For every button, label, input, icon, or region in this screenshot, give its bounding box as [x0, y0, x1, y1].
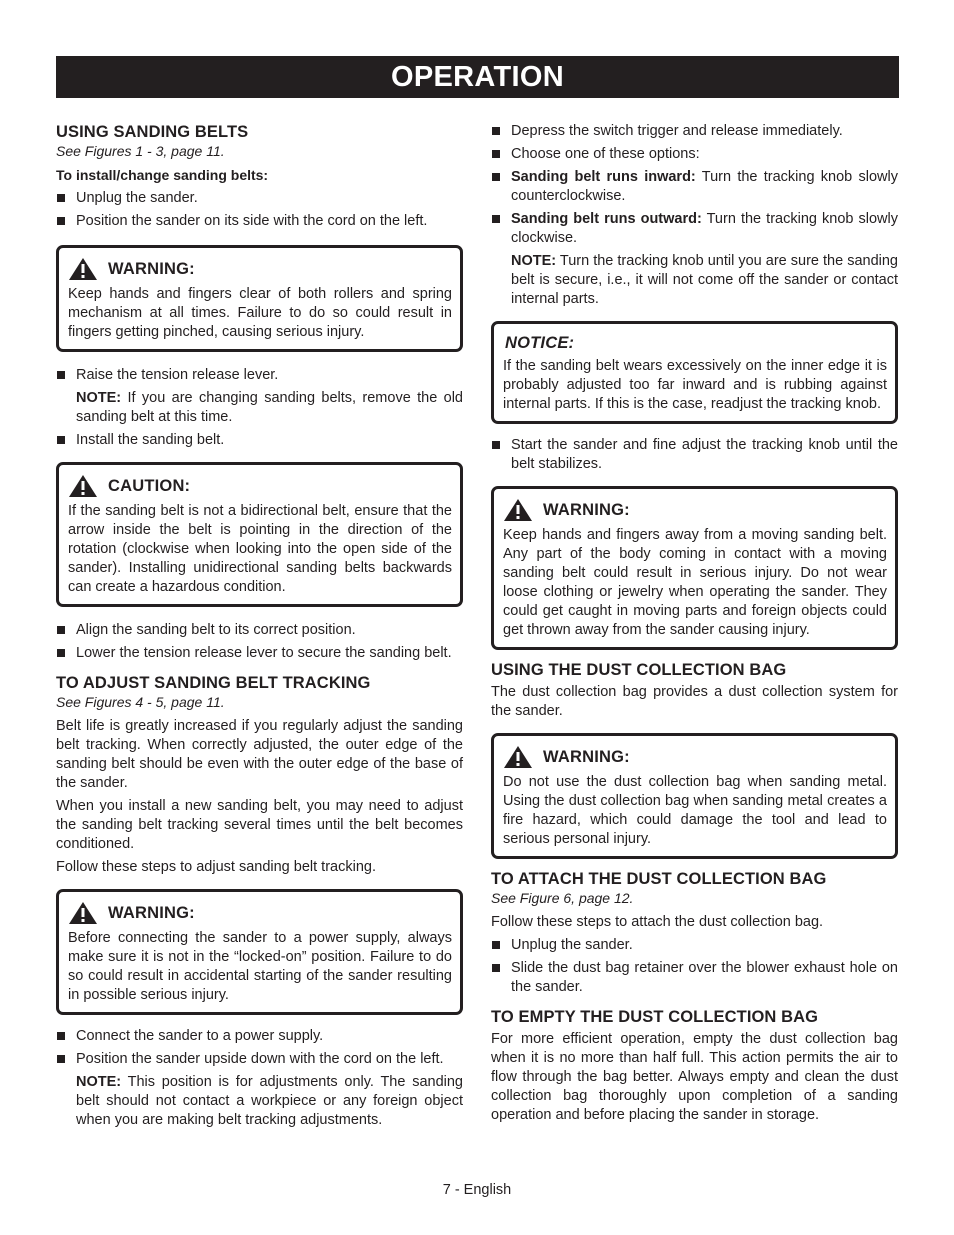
warning-label: WARNING: [543, 500, 630, 519]
list-item: Raise the tension release lever. [56, 366, 463, 385]
warning-text: Keep hands and fingers clear of both rollers and spring mechanism at all times. Failure to do so could result in fingers getting pinched, causing serious injury. [68, 286, 452, 340]
warning-box [56, 889, 463, 1015]
list-item: Depress the switch trigger and release immediately. [491, 122, 898, 141]
section-heading-sanding-belts: USING SANDING BELTS [56, 123, 249, 141]
caution-box [56, 462, 463, 607]
note: NOTE: This position is for adjustments only. The sanding belt should not contact a workpiece or any foreign object when you are making belt tracking adjustments. [76, 1074, 463, 1128]
warning-text: Before connecting the sander to a power supply, always make sure it is not in the “locked-on” position. Failure to do so could result in accidental starting of the sander resulting in possible serious injury. [68, 930, 452, 1003]
notice-label: NOTICE: [505, 333, 575, 352]
caution-text: If the sanding belt is not a bidirectional belt, ensure that the arrow inside the belt is pointing in the direction of the rotation (clockwise when looking into the open side of the sander). Installing unidirectional sanding belts backwards can create a hazardous condition. [68, 503, 452, 595]
bullet-square-icon [492, 150, 500, 158]
bullet-square-icon [492, 215, 500, 223]
paragraph: The dust collection bag provides a dust collection system for the sander. [491, 684, 898, 719]
paragraph: Follow these steps to adjust sanding belt tracking. [56, 859, 376, 875]
section-heading-dust-bag: USING THE DUST COLLECTION BAG [491, 661, 787, 679]
bullet-square-icon [492, 127, 500, 135]
list-item: Unplug the sander. [56, 189, 463, 208]
list-item: Lower the tension release lever to secure the sanding belt. [56, 644, 463, 663]
bullet-list [56, 621, 463, 663]
list-item: Unplug the sander. [491, 936, 898, 955]
page-number: 7 - English [442, 1182, 512, 1198]
warning-triangle-icon [68, 257, 98, 281]
paragraph: For more efficient operation, empty the dust collection bag when it is no more than half full. This action permits the air to flow through the bag better. Always empty and clean the dust collection bag thoroughly upon completion of a sanding operation and before placing the sander in storage. [491, 1031, 898, 1123]
bullet-square-icon [57, 1055, 65, 1063]
bullet-list [56, 1027, 463, 1069]
warning-box [491, 733, 898, 859]
right-column [491, 122, 898, 1129]
bullet-square-icon [57, 649, 65, 657]
bullet-list [56, 366, 463, 385]
paragraph: Follow these steps to attach the dust collection bag. [491, 914, 824, 930]
list-item: Start the sander and fine adjust the tracking knob until the belt stabilizes. [491, 436, 898, 474]
section-heading-attach-bag: TO ATTACH THE DUST COLLECTION BAG [491, 870, 827, 888]
warning-triangle-icon [503, 745, 533, 769]
list-item: Choose one of these options: [491, 145, 898, 164]
warning-triangle-icon [503, 498, 533, 522]
notice-text: If the sanding belt wears excessively on the inner edge it is probably adjusted too far inward and is rubbing against internal parts. If this is the case, readjust the tracking knob. [503, 358, 887, 412]
left-column [56, 122, 463, 1134]
list-item: Slide the dust bag retainer over the blower exhaust hole on the sander. [491, 959, 898, 997]
bullet-list [56, 189, 463, 231]
figure-reference: See Figure 6, page 12. [491, 890, 634, 906]
warning-box [56, 245, 463, 352]
bullet-square-icon [57, 217, 65, 225]
section-heading-tracking: TO ADJUST SANDING BELT TRACKING [56, 674, 371, 692]
list-item: Connect the sander to a power supply. [56, 1027, 463, 1046]
warning-triangle-icon [68, 901, 98, 925]
bullet-square-icon [57, 626, 65, 634]
list-item: Install the sanding belt. [56, 431, 463, 450]
bullet-square-icon [492, 173, 500, 181]
bullet-square-icon [492, 964, 500, 972]
bullet-square-icon [57, 371, 65, 379]
page-title: OPERATION [56, 56, 899, 98]
note: NOTE: Turn the tracking knob until you are sure the sanding belt is secure, i.e., it will not come off the sander or contact internal parts. [511, 253, 898, 307]
list-item: Position the sander on its side with the cord on the left. [56, 212, 463, 231]
warning-label: WARNING: [108, 259, 195, 278]
bullet-square-icon [492, 441, 500, 449]
list-item: Align the sanding belt to its correct position. [56, 621, 463, 640]
caution-label: CAUTION: [108, 476, 191, 495]
notice-box [491, 321, 898, 424]
section-heading-empty-bag: TO EMPTY THE DUST COLLECTION BAG [491, 1008, 819, 1026]
warning-text: Keep hands and fingers away from a moving sanding belt. Any part of the body coming in contact with a moving sanding belt could result in serious injury. Do not wear loose clothing or jewelry when operating the sander. They could get caught in moving parts and foreign objects could get thrown away from the sander causing injury. [503, 527, 887, 638]
bullet-list [491, 122, 898, 248]
bullet-square-icon [492, 941, 500, 949]
paragraph: When you install a new sanding belt, you may need to adjust the sanding belt tracking several times until the belt becomes conditioned. [56, 798, 463, 852]
bullet-square-icon [57, 1032, 65, 1040]
list-item: Sanding belt runs outward: Turn the tracking knob slowly clockwise. [491, 210, 898, 248]
warning-label: WARNING: [543, 747, 630, 766]
warning-text: Do not use the dust collection bag when sanding metal. Using the dust collection bag when sanding metal creates a fire hazard, which could damage the tool and lead to serious personal injury. [503, 774, 887, 847]
figure-reference: See Figures 1 - 3, page 11. [56, 143, 225, 159]
warning-triangle-icon [68, 474, 98, 498]
note: NOTE: If you are changing sanding belts, remove the old sanding belt at this time. [76, 390, 463, 425]
warning-box [491, 486, 898, 650]
bullet-square-icon [57, 436, 65, 444]
paragraph: Belt life is greatly increased if you regularly adjust the sanding belt tracking. When correctly adjusted, the outer edge of the sanding belt should be even with the outer edge of the base of the sander. [56, 718, 463, 791]
figure-reference: See Figures 4 - 5, page 11. [56, 694, 225, 710]
bullet-square-icon [57, 194, 65, 202]
bullet-list [491, 436, 898, 474]
bullet-list [491, 936, 898, 997]
list-item: Sanding belt runs inward: Turn the tracking knob slowly counterclockwise. [491, 168, 898, 206]
subheading-install: To install/change sanding belts: [56, 167, 269, 183]
bullet-list [56, 431, 463, 450]
list-item: Position the sander upside down with the cord on the left. [56, 1050, 463, 1069]
warning-label: WARNING: [108, 903, 195, 922]
